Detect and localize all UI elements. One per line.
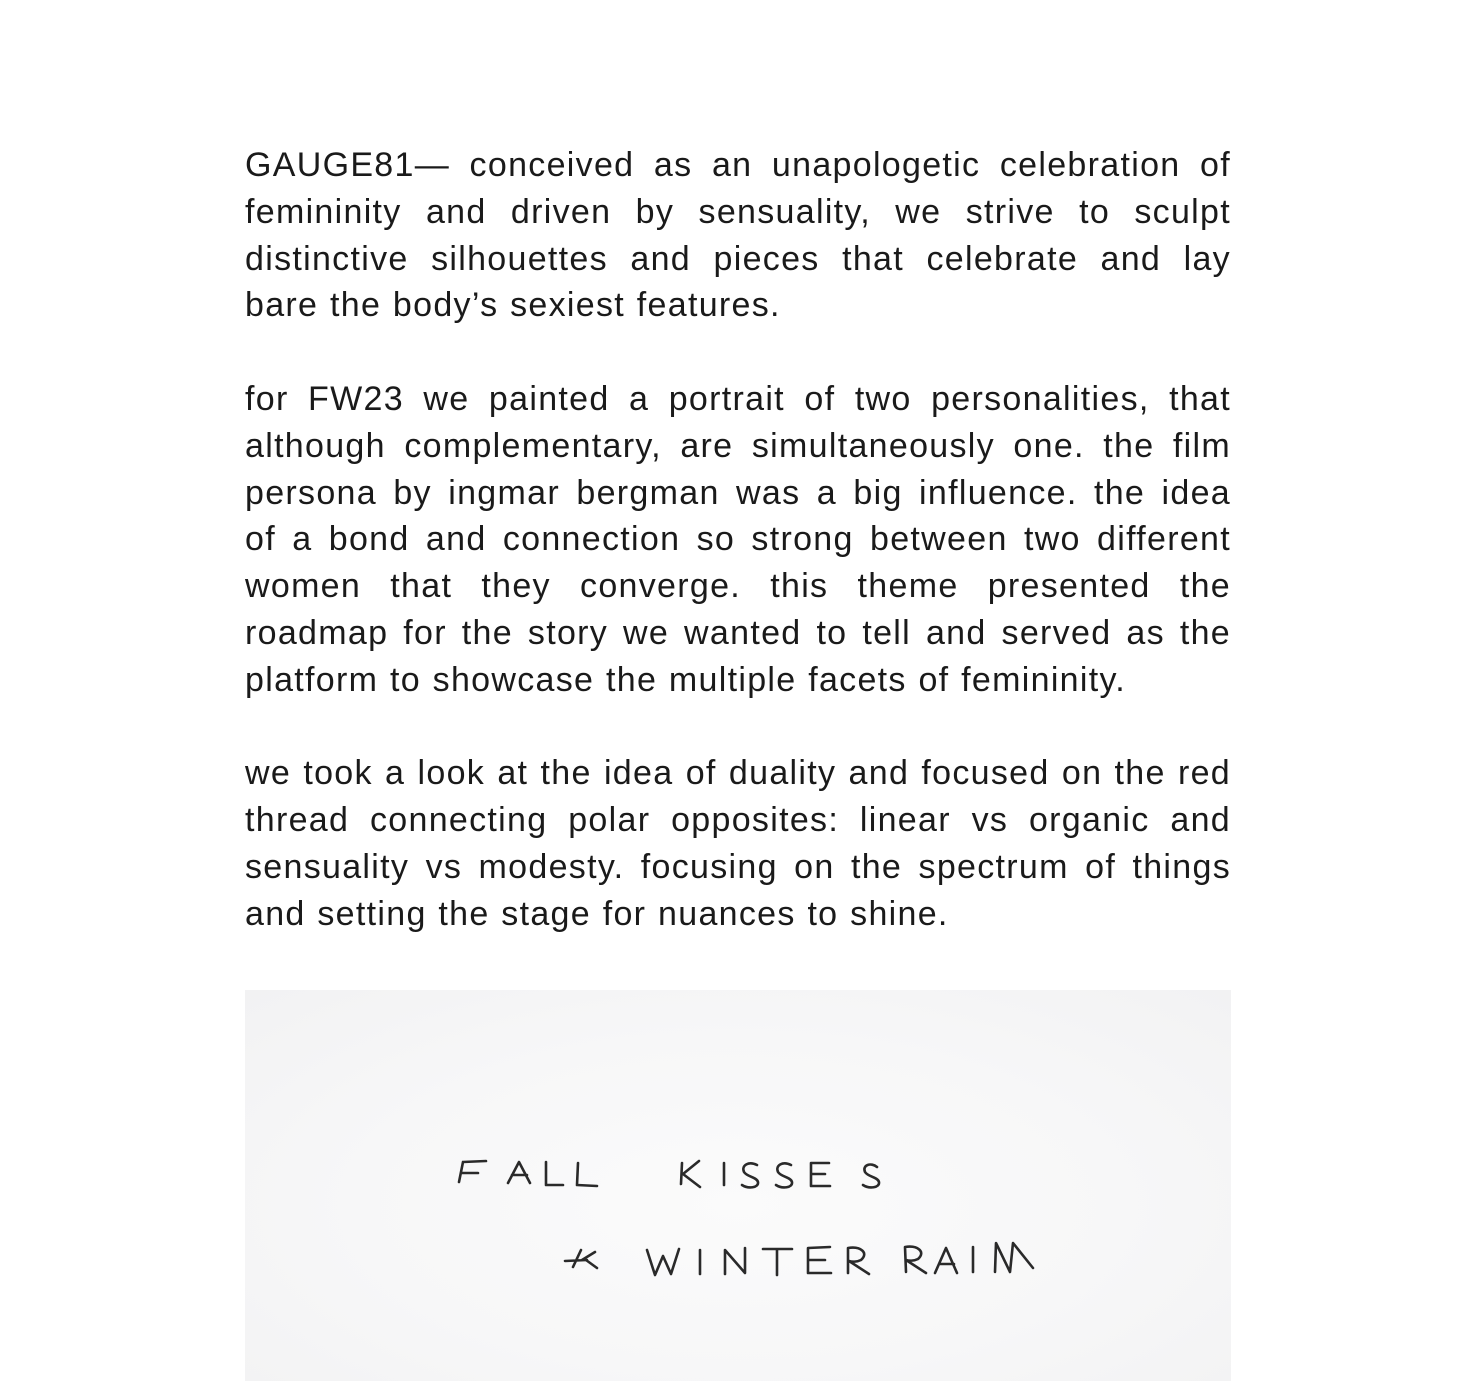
- paragraph-intro: GAUGE81— conceived as an unapologetic celebration of femininity and driven by sensuality, we strive to sculpt distinctive silhouettes and pieces that celebrate and lay bare the body’s sexiest features.: [245, 146, 1231, 325]
- handwritten-note-drawing: [245, 990, 1231, 1381]
- handwriting-winter-rain: [565, 1243, 1033, 1275]
- paragraph-duality: we took a look at the idea of duality and focused on the red thread connecting polar opposites: linear vs organic and sensuality vs modesty. focusing on the spectrum of things and setting the stage for nuances to shine.: [245, 754, 1231, 933]
- article-body: [245, 142, 1231, 938]
- paragraph-fw23: for FW23 we painted a portrait of two personalities, that although complementary, are simultaneously one. the film persona by ingmar bergman was a big influence. the idea of a bond and connection so strong between two different women that they converge. this theme presented the roadmap for the story we wanted to tell and served as the platform to showcase the multiple facets of femininity.: [245, 379, 1231, 699]
- handwritten-note-image: [245, 990, 1231, 1381]
- handwriting-fall-kisses: [459, 1161, 879, 1187]
